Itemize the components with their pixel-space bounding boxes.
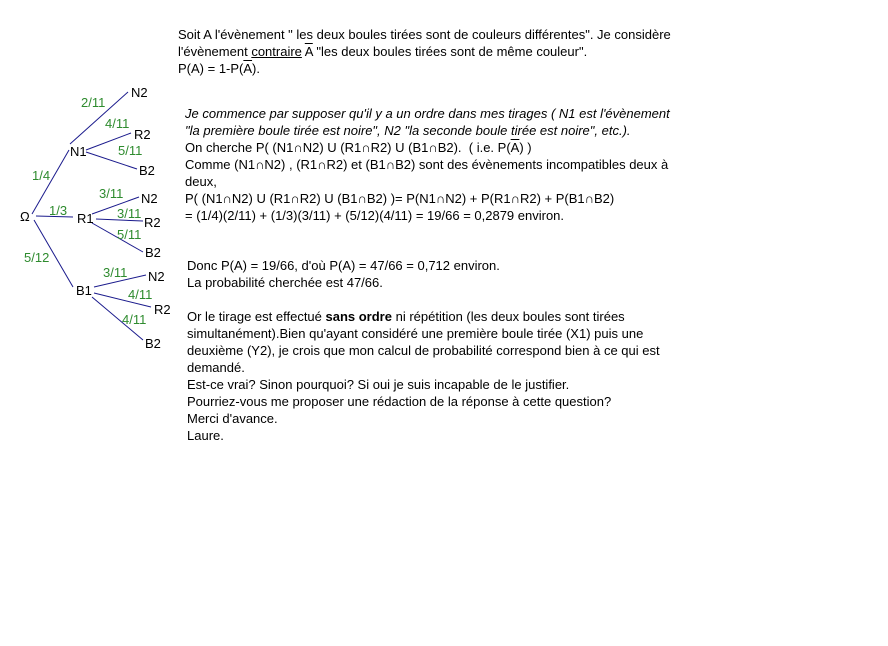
intro-text: l'évènement [178, 44, 252, 59]
reasoning-line-2: "la première boule tirée est noire", N2 "la seconde boule tirée est noire", etc.). [185, 123, 631, 138]
reasoning-line-1: Je commence par supposer qu'il y a un ordre dans mes tirages ( N1 est l'évènement [185, 106, 670, 121]
node-r1-r2: R2 [144, 215, 161, 230]
prob-n1-n2: 2/11 [81, 95, 106, 110]
prob-r1: 1/3 [49, 203, 68, 218]
reasoning-line-6: P( (N1∩N2) U (R1∩R2) U (B1∩B2) )= P(N1∩N2) + P(R1∩R2) + P(B1∩B2) [185, 191, 615, 206]
reasoning-line-4: Comme (N1∩N2) , (R1∩R2) et (B1∩B2) sont des évènements incompatibles deux à [185, 157, 669, 172]
node-r1: R1 [77, 211, 94, 226]
node-b1-b2: B2 [145, 336, 161, 351]
question-line-3: deuxième (Y2), je crois que mon calcul de probabilité correspond bien à ce qui est [187, 343, 660, 358]
conclusion-line-2: La probabilité cherchée est 47/66. [187, 275, 383, 290]
node-b1-r2: R2 [154, 302, 171, 317]
reasoning-line-7: = (1/4)(2/11) + (1/3)(3/11) + (5/12)(4/11) = 19/66 = 0,2879 environ. [185, 208, 565, 223]
node-r1-n2: N2 [141, 191, 158, 206]
node-b1-n2: N2 [148, 269, 165, 284]
conclusion-line-1: Donc P(A) = 19/66, d'où P(A) = 47/66 = 0,712 environ. [187, 258, 500, 273]
prob-b1-r2: 4/11 [128, 287, 153, 302]
intro-line-3 [178, 60, 260, 77]
complement-a: $\overline{A}$ [243, 61, 253, 76]
prob-r1-r2: 3/11 [117, 206, 142, 221]
prob-n1: 1/4 [32, 168, 51, 183]
prob-r1-b2: 5/11 [117, 227, 142, 242]
formula-text: P(A) = 1-P( [178, 61, 244, 76]
node-omega: Ω [20, 209, 30, 224]
question-line-6: Pourriez-vous me proposer une rédaction de la réponse à cette question? [187, 394, 612, 409]
complement-a: $\overline{A}$ [304, 44, 313, 59]
node-n1-n2: N2 [131, 85, 148, 100]
node-n1: N1 [70, 144, 87, 159]
underlined-word: contraire [251, 44, 302, 59]
question-line-5: Est-ce vrai? Sinon pourquoi? Si oui je suis incapable de le justifier. [187, 377, 570, 392]
probability-tree [0, 0, 190, 360]
formula-text: On cherche P( (N1∩N2) U (R1∩R2) U (B1∩B2). ( i.e. P( [185, 140, 511, 155]
prob-b1-n2: 3/11 [103, 265, 128, 280]
formula-text: ). [252, 61, 260, 76]
intro-line-2 [178, 43, 587, 60]
reasoning-line-5: deux, [185, 174, 217, 189]
question-line-4: demandé. [187, 360, 245, 375]
node-r1-b2: B2 [145, 245, 161, 260]
intro-line-1: Soit A l'évènement " les deux boules tirées sont de couleurs différentes". Je considère [178, 27, 671, 42]
prob-r1-n2: 3/11 [99, 186, 124, 201]
reasoning-line-3 [185, 139, 532, 156]
question-text: Or le tirage est effectué [187, 309, 326, 324]
intro-text: "les deux boules tirées sont de même couleur". [312, 44, 588, 59]
prob-b1: 5/12 [24, 250, 50, 265]
prob-n1-b2: 5/11 [118, 143, 143, 158]
question-text: ni répétition (les deux boules sont tirées [391, 309, 625, 324]
formula-text: ) ) [519, 140, 532, 155]
question-line-7: Merci d'avance. [187, 411, 278, 426]
prob-b1-b2: 4/11 [122, 312, 147, 327]
question-line-1 [187, 308, 625, 325]
complement-a: $\overline{A}$ [510, 140, 520, 155]
node-b1: B1 [76, 283, 92, 298]
question-line-8: Laure. [187, 428, 224, 443]
node-n1-r2: R2 [134, 127, 151, 142]
bold-sans-ordre: sans ordre [325, 309, 392, 324]
node-n1-b2: B2 [139, 163, 155, 178]
prob-n1-r2: 4/11 [105, 116, 130, 131]
question-line-2: simultanément).Bien qu'ayant considéré une première boule tirée (X1) puis une [187, 326, 644, 341]
